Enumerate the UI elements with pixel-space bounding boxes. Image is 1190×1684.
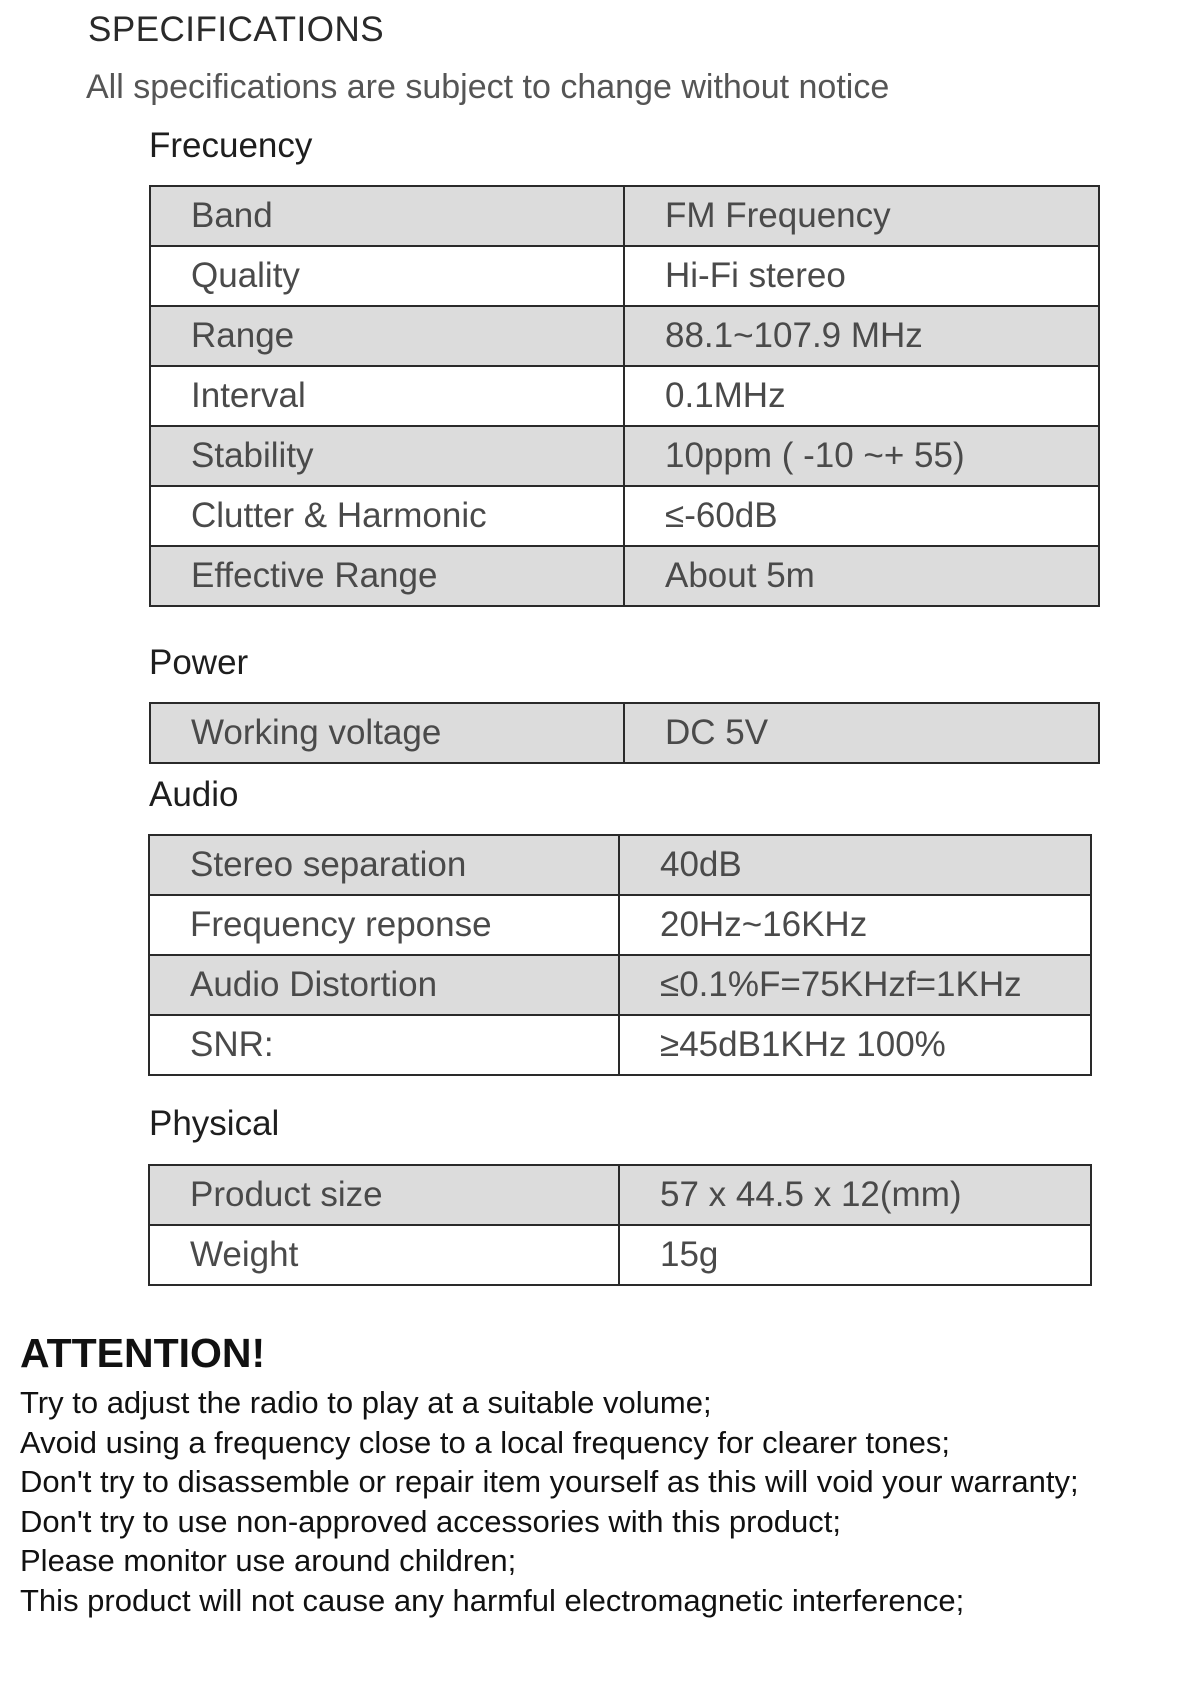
spec-value: ≥45dB1KHz 100% [619, 1015, 1091, 1075]
spec-label: Audio Distortion [149, 955, 619, 1015]
section-heading-audio: Audio [149, 775, 239, 814]
table-row [149, 955, 1091, 1015]
table-row [149, 1165, 1091, 1225]
spec-label: Quality [150, 246, 624, 306]
spec-label: Working voltage [150, 703, 624, 763]
table-row [149, 1225, 1091, 1285]
physical-spec-table [148, 1164, 1092, 1286]
table-row [149, 835, 1091, 895]
table-row [150, 703, 1099, 763]
section-heading-physical: Physical [149, 1104, 280, 1143]
spec-value: 88.1~107.9 MHz [624, 306, 1099, 366]
table-row [149, 895, 1091, 955]
table-row [150, 486, 1099, 546]
table-row [150, 186, 1099, 246]
spec-label: Stereo separation [149, 835, 619, 895]
power-spec-table [149, 702, 1100, 764]
attention-item: Avoid using a frequency close to a local frequency for clearer tones; [20, 1424, 950, 1460]
section-heading-frequency: Frecuency [149, 126, 313, 165]
spec-label: Range [150, 306, 624, 366]
spec-value: Hi-Fi stereo [624, 246, 1099, 306]
spec-value: 20Hz~16KHz [619, 895, 1091, 955]
spec-disclaimer: All specifications are subject to change without notice [86, 68, 890, 106]
attention-list [20, 1383, 1079, 1620]
spec-value: FM Frequency [624, 186, 1099, 246]
attention-heading: ATTENTION! [20, 1330, 266, 1376]
spec-value: ≤0.1%F=75KHzf=1KHz [619, 955, 1091, 1015]
table-row [150, 546, 1099, 606]
attention-item: Please monitor use around children; [20, 1543, 517, 1578]
spec-value: DC 5V [624, 703, 1099, 763]
spec-label: Effective Range [150, 546, 624, 606]
spec-label: Frequency reponse [149, 895, 619, 955]
attention-item: Try to adjust the radio to play at a suitable volume; [20, 1385, 712, 1420]
table-row [150, 366, 1099, 426]
spec-value: ≤-60dB [624, 486, 1099, 546]
spec-value: 57 x 44.5 x 12(mm) [619, 1165, 1091, 1225]
spec-value: 0.1MHz [624, 366, 1099, 426]
spec-label: Weight [149, 1225, 619, 1285]
attention-item: Don't try to disassemble or repair item yourself as this will void your warranty; [20, 1464, 1079, 1499]
spec-value: 40dB [619, 835, 1091, 895]
spec-value: 15g [619, 1225, 1091, 1285]
page-title: SPECIFICATIONS [88, 10, 385, 49]
spec-value: About 5m [624, 546, 1099, 606]
attention-item: This product will not cause any harmful electromagnetic interference; [20, 1582, 965, 1618]
attention-item: Don't try to use non-approved accessories with this product; [20, 1503, 841, 1539]
frequency-spec-table [149, 185, 1100, 607]
table-row [149, 1015, 1091, 1075]
spec-label: Interval [150, 366, 624, 426]
section-heading-power: Power [149, 643, 249, 682]
spec-label: SNR: [149, 1015, 619, 1075]
spec-label: Band [150, 186, 624, 246]
spec-label: Product size [149, 1165, 619, 1225]
spec-label: Stability [150, 426, 624, 486]
table-row [150, 306, 1099, 366]
table-row [150, 246, 1099, 306]
spec-value: 10ppm ( -10 ~+ 55) [624, 426, 1099, 486]
table-row [150, 426, 1099, 486]
audio-spec-table [148, 834, 1092, 1076]
spec-label: Clutter & Harmonic [150, 486, 624, 546]
